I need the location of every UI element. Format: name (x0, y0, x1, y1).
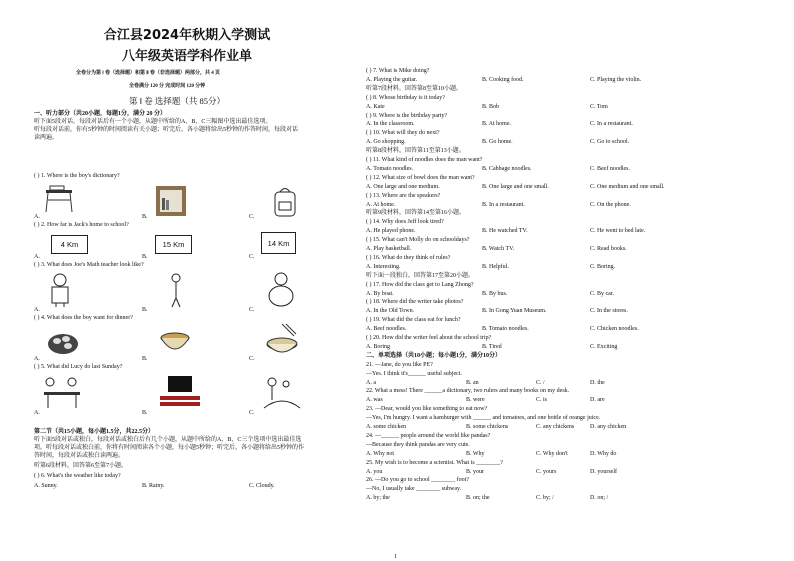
answer-option: B. Why (466, 450, 485, 457)
question-line: 25. My wish is to become a scientist. What is ________? (366, 459, 503, 466)
q3-option-c: C. (249, 307, 255, 313)
question-line: ( ) 17. How did the class get to Lang Zhong? (366, 281, 474, 288)
q2-option-a: A. (34, 254, 40, 260)
q6-option-a: A. Sunny. (34, 483, 58, 489)
question-line: ( ) 10. What will they do next? (366, 130, 440, 137)
q4-option-c: C. (249, 356, 255, 362)
answer-option: A. Beef noodles. (366, 326, 407, 333)
answer-option: C. Playing the violin. (590, 76, 642, 83)
section-two-intro-1: 听下面5段对话或独白，每段对话或独白后有几个小题，从题中所给的A、B、C三个选项中选出最佳选 (34, 437, 302, 443)
answer-option: A. By boat. (366, 290, 394, 297)
answer-option: C. Go to school. (590, 139, 630, 146)
q5-option-b: B. (142, 410, 148, 416)
question-6: ( ) 6. What's the weather like today? (34, 473, 121, 479)
answer-option: A. In the classroom. (366, 121, 415, 128)
answer-option: A. One large and one medium. (366, 183, 440, 190)
tall-thin-man-icon (164, 272, 188, 308)
answer-option: A. Boring (366, 343, 390, 350)
answer-option: C. any chickens (536, 424, 575, 430)
exam-structure-note: 全卷分为第 Ⅰ 卷（选择题）和第 Ⅱ 卷（非选择题）两部分，共 4 页 (76, 71, 220, 76)
schoolbag-icon (270, 184, 300, 218)
answer-option: C. One medium and one small. (590, 183, 665, 190)
answer-option: C. Chicken noodles. (590, 326, 639, 333)
answer-option: C. yours (536, 468, 557, 475)
answer-option: B. an (466, 379, 479, 386)
distance-option-c: 14 Km (261, 232, 296, 254)
distance-option-b: 15 Km (155, 235, 192, 254)
answer-option: B. on; the (466, 495, 490, 502)
desk-with-book-icon (42, 184, 82, 214)
answer-option: C. He went to bed late. (590, 228, 646, 235)
q1-option-b: B. (142, 214, 148, 220)
answer-option: B. In Gong Yuan Museum. (482, 308, 547, 315)
answer-option: C. Beef noodles. (590, 165, 630, 172)
question-line: ( ) 15. What can't Molly do on schooldays? (366, 237, 470, 244)
question-line: ( ) 14. Why does Jeff look tired? (366, 219, 444, 226)
section-two-intro-3: 答时间，每段对话或独白读两遍。 (34, 453, 125, 459)
q3-option-b: B. (142, 307, 148, 313)
listening-instruction: 听第9段材料，回答第14至第16小题。 (366, 210, 466, 217)
answer-option: C. Boring. (590, 263, 616, 270)
family-park-icon (262, 374, 302, 410)
answer-option: C. Exciting (590, 343, 618, 350)
question-line: 24. —______ people around the world like pandas? (366, 432, 491, 439)
answer-option: C. Why don't (536, 450, 568, 457)
answer-option: B. Helpful. (482, 263, 509, 270)
listening-intro-2: 听每段对话前，你有5秒钟的时间阅读有关小题；听完后，各小题将给出5秒钟的作答时间，每段对话 (34, 127, 299, 133)
listening-intro-1: 听下面5段对话，每段对话后有一个小题，从题中所给的A、B、C三幅图中选出最佳选项。 (34, 119, 272, 125)
q6-option-c: C. Cloudy. (249, 483, 275, 489)
question-line: ( ) 7. What is Mike doing? (366, 68, 430, 74)
answer-option: B. He watched TV. (482, 228, 528, 235)
question-4: ( ) 4. What does the boy want for dinner? (34, 315, 133, 321)
q4-option-a: A. (34, 356, 40, 362)
question-line: —Yes. I think it's______ useful subject. (366, 370, 462, 377)
q3-option-a: A. (34, 307, 40, 313)
q1-option-a: A. (34, 214, 40, 220)
answer-option: A. Tomato noodles. (366, 165, 414, 172)
q5-option-a: A. (34, 410, 40, 416)
answer-option: A. He played phone. (366, 228, 416, 235)
section-two-intro-4: 听第6段材料，回答第6至第7小题。 (34, 463, 128, 469)
q2-option-c: C. (249, 254, 255, 260)
answer-option: C. is (536, 397, 548, 404)
answer-option: B. At home. (482, 121, 512, 128)
distance-option-a: 4 Km (51, 235, 88, 254)
question-line: ( ) 11. What kind of noodles does the man want? (366, 157, 483, 163)
answer-option: B. Cabbage noodles. (482, 165, 532, 172)
q2-option-b: B. (142, 254, 148, 260)
answer-option: A. Kate (366, 103, 385, 110)
answer-option: A. Playing the guitar. (366, 76, 418, 83)
q6-option-b: B. Rainy. (142, 483, 165, 489)
people-at-table-icon (40, 374, 84, 410)
question-line: 22. What a mess! There ______a dictionary, two rulers and many books on my desk. (366, 388, 570, 395)
answer-option: D. yourself (590, 468, 617, 475)
exam-title: 合江县2024年秋期入学测试 (103, 28, 271, 43)
bookshelf-icon (154, 184, 190, 218)
answer-option: B. Tomato noodles. (482, 326, 529, 333)
answer-option: B. Watch TV. (482, 246, 515, 252)
question-line: ( ) 18. Where did the writer take photos? (366, 299, 464, 306)
answer-option: D. on; / (590, 495, 609, 502)
section-heading: 二、单项选择（共10小题；每小题1分，满分10分） (366, 352, 502, 359)
q4-option-b: B. (142, 356, 148, 362)
answer-option: A. by; the (366, 495, 390, 502)
answer-option: D. Why do (590, 450, 617, 457)
question-line: ( ) 9. Where is the birthday party? (366, 112, 448, 119)
answer-option: C. Read books. (590, 246, 627, 252)
q1-option-c: C. (249, 214, 255, 220)
answer-option: A. you (366, 468, 383, 475)
answer-option: C. By car. (590, 290, 614, 297)
question-2: ( ) 2. How far is Jack's home to school? (34, 222, 129, 228)
question-1: ( ) 1. Where is the boy's dictionary? (34, 173, 120, 179)
page-number: 1 (394, 554, 397, 560)
listening-heading: 一、听力部分（共20小题，每题1分，满分 20 分） (34, 111, 167, 117)
listening-instruction: 听第8段材料，回答第11至第13小题。 (366, 148, 465, 155)
answer-option: D. are (590, 397, 605, 404)
question-line: —Yes, I'm hungry. I want a hamburger with ______ and tomatoes, and one bottle of orange juice. (366, 415, 601, 422)
answer-option: C. / (536, 379, 545, 386)
porridge-bowl-icon (158, 326, 192, 356)
answer-option: B. your (466, 468, 484, 475)
listening-instruction: 听下面一段独白，回答第17至第20小题。 (366, 272, 475, 279)
answer-option: B. some chickens (466, 424, 509, 430)
answer-option: D. any chicken (590, 424, 627, 430)
section-two-intro-2: 项。听每段对话或独白前，你将有时间阅读各个小题，每小题5秒钟；听完后，各小题将给出5秒钟的作 (34, 445, 305, 451)
answer-option: B. were (466, 397, 485, 404)
question-line: —No, I usually take ________ subway. (366, 486, 462, 493)
exam-subtitle: 八年级英语学科作业单 (121, 49, 252, 64)
answer-option: A. Interesting. (366, 263, 401, 270)
answer-option: D. the (590, 379, 605, 386)
answer-option: C. In the stores. (590, 308, 628, 315)
answer-option: B. Bob (482, 103, 500, 110)
section-two-heading: 第二节（共15小题，每小题1.5分，共22.5分） (34, 429, 155, 435)
question-line: 23. —Dear, would you like something to eat now? (366, 406, 488, 413)
answer-option: A. a (366, 379, 376, 386)
answer-option: A. Play basketball. (366, 246, 412, 252)
part-one-heading: 第 Ⅰ 卷 选择题（共 85分） (129, 96, 226, 106)
answer-option: A. Go shopping. (366, 139, 406, 146)
question-5: ( ) 5. What did Lucy do last Sunday? (34, 364, 123, 370)
listening-intro-3: 读两遍。 (34, 135, 59, 141)
question-line: ( ) 19. What did the class eat for lunch? (366, 317, 461, 324)
question-line: ( ) 8. Whose birthday is it today? (366, 94, 445, 101)
question-line: ( ) 12. What size of bowl does the man want? (366, 174, 475, 181)
exam-time-note: 全卷满分 120 分 完成时间 120 分钟 (129, 84, 206, 89)
heavy-man-icon (266, 272, 296, 308)
answer-option: B. Tired (482, 343, 502, 350)
question-3: ( ) 3. What does Joe's Math teacher look like? (34, 262, 144, 268)
q5-option-c: C. (249, 410, 255, 416)
teacher-with-glasses-icon (46, 272, 74, 308)
answer-option: B. Cooking food. (482, 76, 524, 83)
noodles-bowl-icon (264, 322, 300, 358)
answer-option: A. At home. (366, 201, 396, 208)
answer-option: C. Tom (590, 103, 608, 110)
answer-option: B. By bus. (482, 290, 508, 297)
answer-option: A. some chicken (366, 424, 407, 430)
dumplings-icon (46, 326, 80, 356)
question-line: ( ) 20. How did the writer feel about the school trip? (366, 335, 492, 341)
answer-option: C. On the phone. (590, 201, 631, 208)
answer-option: B. Go home. (482, 139, 513, 146)
question-line: —Because they think pandas are very cute. (366, 441, 470, 448)
question-line: ( ) 13. Where are the speakers? (366, 192, 441, 199)
listening-instruction: 听第7段材料，回答第8至第10小题。 (366, 85, 463, 92)
answer-option: A. In the Old Town. (366, 308, 415, 315)
question-line: 21. —Jane, do you like PE? (366, 361, 433, 368)
answer-option: B. One large and one small. (482, 183, 549, 190)
answer-option: C. by; / (536, 495, 554, 502)
answer-option: A. was (366, 397, 383, 404)
answer-option: C. In a restaurant. (590, 121, 633, 128)
cinema-screen-icon (158, 374, 202, 410)
question-line: ( ) 16. What do they think of rules? (366, 254, 451, 261)
answer-option: A. Why not (366, 450, 395, 457)
answer-option: B. In a restaurant. (482, 201, 525, 208)
question-line: 26. —Do you go to school ________ foot? (366, 477, 469, 484)
